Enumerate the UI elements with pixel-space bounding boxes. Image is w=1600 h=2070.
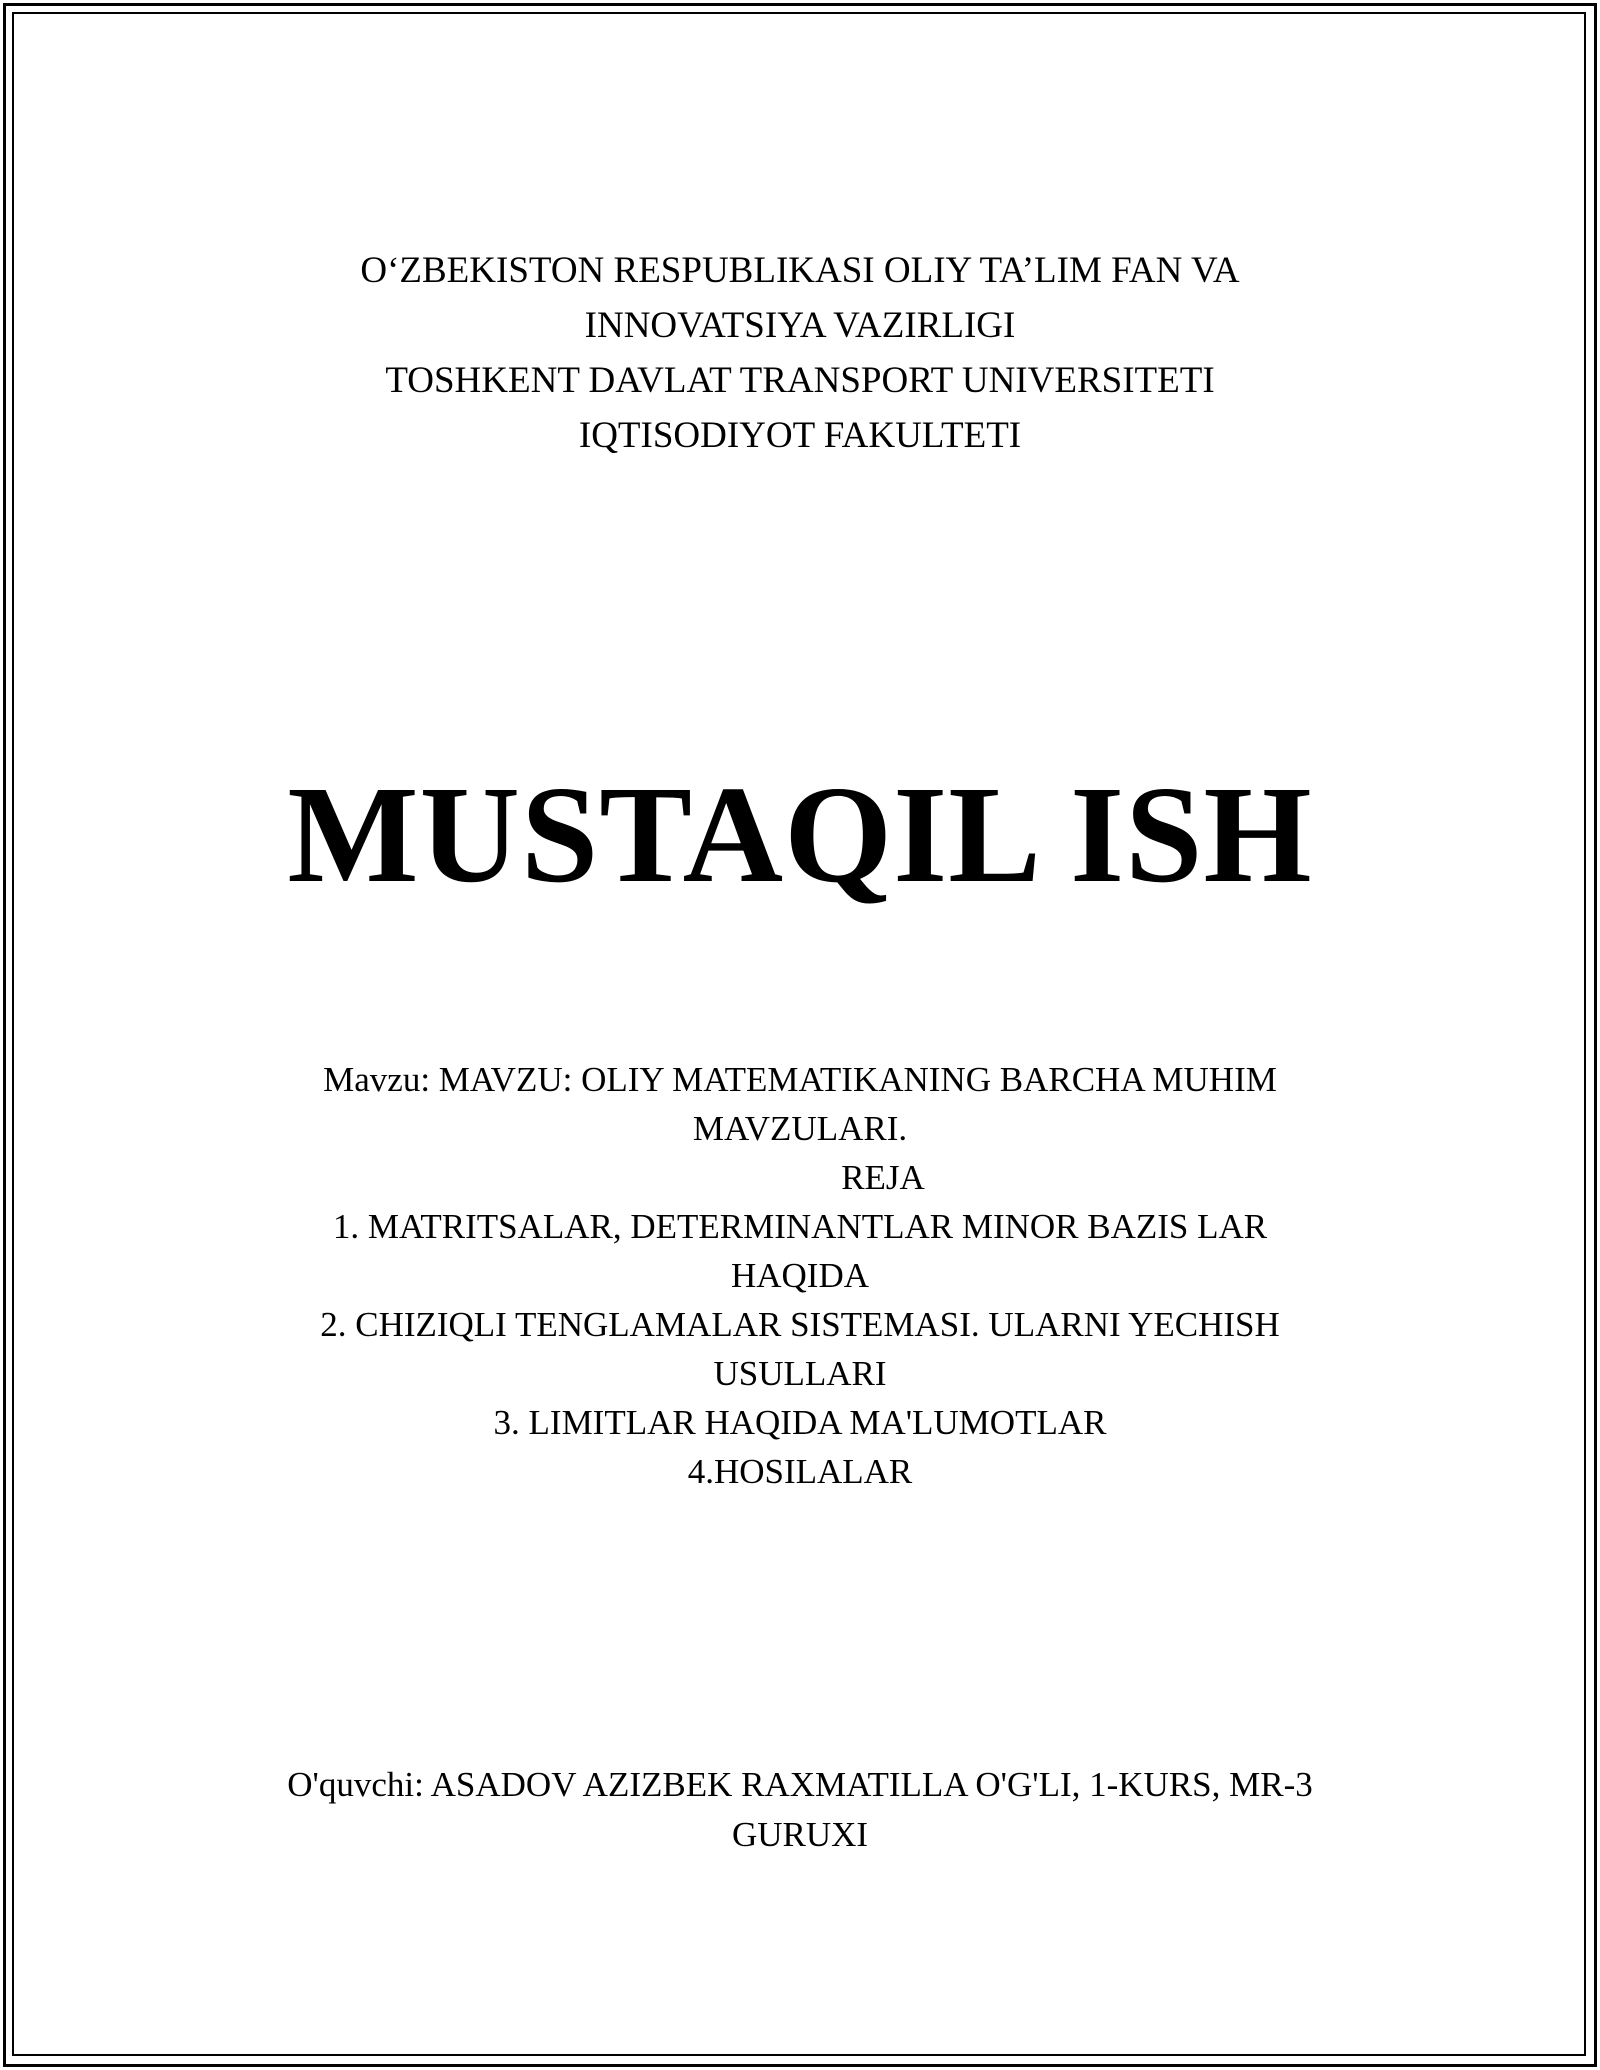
header-line-faculty: IQTISODIYOT FAKULTETI [578,415,1022,456]
student-line-1: O'quvchi: ASADOV AZIZBEK RAXMATILLA O'G'LI, 1-KURS, MR-3 [287,1765,1313,1804]
institution-header [0,243,1600,463]
header-line-ministry-2: INNOVATSIYA VAZIRLIGI [584,305,1016,346]
plan-item-2-line-1: 2. CHIZIQLI TENGLAMALAR SISTEMASI. ULARNI YECHISH [320,1305,1280,1344]
topic-section [0,1055,1600,1496]
student-info [0,1760,1600,1860]
plan-item-1-line-1: 1. MATRITSALAR, DETERMINANTLAR MINOR BAZIS LAR [332,1207,1268,1246]
header-line-university: TOSHKENT DAVLAT TRANSPORT UNIVERSITETI [385,360,1215,401]
plan-item-1-line-2: HAQIDA [730,1256,870,1295]
student-line-2: GURUXI [731,1815,869,1854]
plan-item-4: 4.HOSILALAR [687,1452,913,1491]
plan-heading: REJA [841,1158,925,1197]
header-line-ministry-1: O‘ZBEKISTON RESPUBLIKASI OLIY TA’LIM FAN VA [360,250,1240,291]
document-title: MUSTAQIL ISH [287,758,1313,912]
topic-line-1: Mavzu: MAVZU: OLIY MATEMATIKANING BARCHA MUHIM [323,1060,1277,1099]
plan-item-3: 3. LIMITLAR HAQIDA MA'LUMOTLAR [493,1403,1107,1442]
topic-line-2: MAVZULARI. [692,1109,908,1148]
plan-item-2-line-2: USULLARI [713,1354,887,1393]
